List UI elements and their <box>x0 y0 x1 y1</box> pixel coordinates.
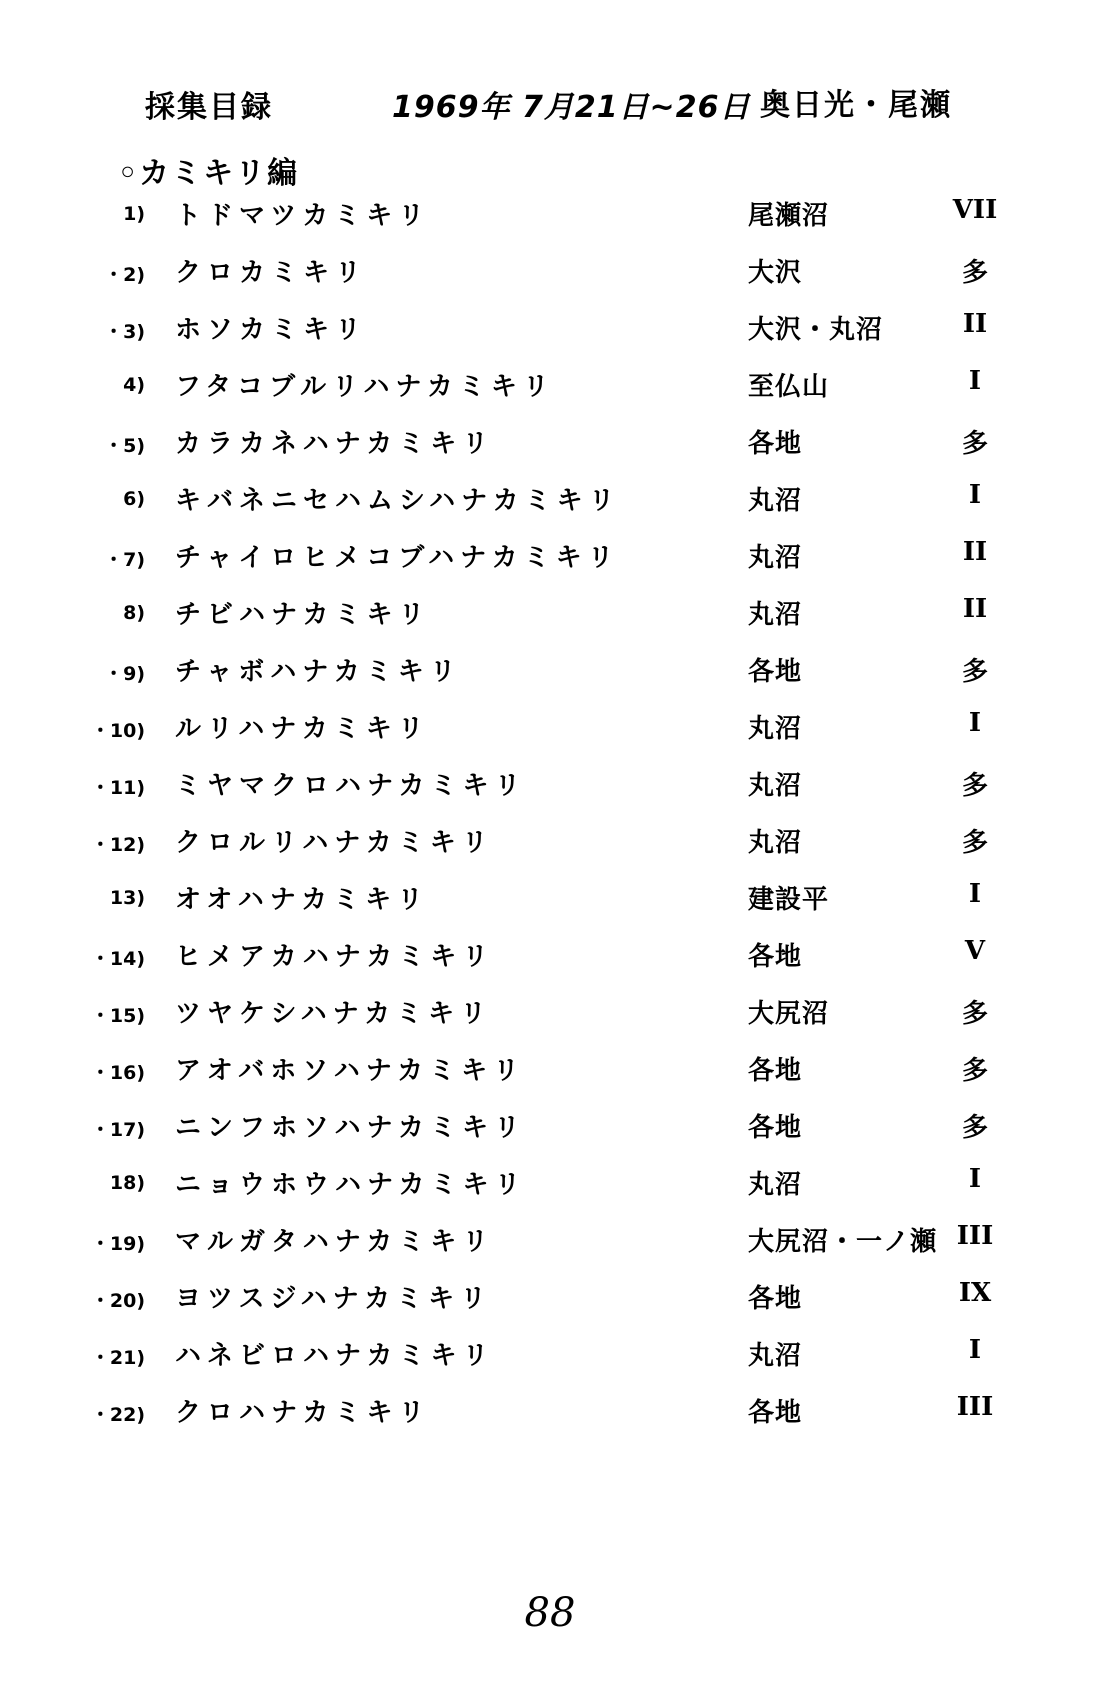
list-item <box>0 820 1100 870</box>
species-name: マルガタハナカミキリ <box>175 1227 495 1257</box>
specimen-count: I <box>968 480 982 510</box>
list-item <box>0 1048 1100 1098</box>
entry-number: ・19) <box>90 1233 145 1255</box>
entry-number: 6) <box>123 488 145 510</box>
collection-location: 尾瀬沼 <box>748 201 830 231</box>
specimen-count: 多 <box>961 771 988 801</box>
list-item <box>0 193 1100 243</box>
species-name: ルリハナカミキリ <box>175 714 430 744</box>
entry-number: ・17) <box>90 1119 145 1141</box>
collection-location: 至仏山 <box>748 372 830 402</box>
species-name: ホソカミキリ <box>175 315 368 345</box>
collection-location: 各地 <box>748 1113 803 1143</box>
collection-location: 丸沼 <box>748 600 803 630</box>
collection-location: 丸沼 <box>748 486 803 516</box>
species-name: ハネビロハナカミキリ <box>175 1341 495 1371</box>
specimen-count: II <box>962 594 988 624</box>
specimen-count: II <box>962 309 988 339</box>
list-item <box>0 934 1100 984</box>
collection-location: 建設平 <box>748 885 830 915</box>
collection-location: 丸沼 <box>748 1170 803 1200</box>
species-name: ニョウホウハナカミキリ <box>175 1170 527 1200</box>
collection-location: 各地 <box>748 1056 803 1086</box>
specimen-count: I <box>968 1335 982 1365</box>
collection-location: 各地 <box>748 657 803 687</box>
species-name: クロルリハナカミキリ <box>175 828 494 858</box>
entry-number: 13) <box>109 887 145 909</box>
list-item <box>0 1333 1100 1383</box>
specimen-count: I <box>968 1164 982 1194</box>
species-name: フタコブルリハナカミキリ <box>175 372 555 402</box>
entry-number: 8) <box>123 602 145 624</box>
collection-location: 丸沼 <box>748 771 803 801</box>
entry-number: ・10) <box>90 720 145 742</box>
collection-location: 丸沼 <box>748 714 803 744</box>
list-item <box>0 535 1100 585</box>
collection-location: 大尻沼 <box>748 999 830 1029</box>
species-name: ミヤマクロハナカミキリ <box>175 771 527 801</box>
header-dates: 1969年 7月21日~26日 <box>392 90 751 125</box>
specimen-count: III <box>956 1221 994 1251</box>
entry-number: ・21) <box>90 1347 145 1369</box>
collection-location: 各地 <box>748 1398 803 1428</box>
list-item <box>0 1276 1100 1326</box>
list-item <box>0 991 1100 1041</box>
specimen-count: III <box>956 1392 994 1422</box>
list-item <box>0 763 1100 813</box>
entry-number: ・16) <box>90 1062 145 1084</box>
specimen-count: I <box>968 366 982 396</box>
species-name: カラカネハナカミキリ <box>175 429 495 459</box>
species-name: ヒメアカハナカミキリ <box>175 942 495 972</box>
collection-location: 各地 <box>748 942 803 972</box>
entry-number: ・12) <box>90 834 145 856</box>
collection-location: 各地 <box>748 429 803 459</box>
list-item <box>0 478 1100 528</box>
entry-number: ・11) <box>90 777 145 799</box>
specimen-count: 多 <box>961 657 988 687</box>
species-name: アオバホソハナカミキリ <box>175 1056 526 1086</box>
entry-number: ・2) <box>104 264 145 286</box>
collection-location: 丸沼 <box>748 543 803 573</box>
entry-number: 4) <box>123 374 145 396</box>
specimen-count: 多 <box>961 828 988 858</box>
collection-location: 大沢・丸沼 <box>748 315 884 345</box>
specimen-count: 多 <box>961 1056 988 1086</box>
species-name: オオハナカミキリ <box>175 885 430 915</box>
specimen-count: 多 <box>961 258 988 288</box>
page-number: 88 <box>524 1590 576 1636</box>
entry-number: ・7) <box>104 549 145 571</box>
species-name: ニンフホソハナカミキリ <box>175 1113 526 1143</box>
list-item <box>0 1105 1100 1155</box>
specimen-count: IX <box>958 1278 992 1308</box>
species-name: チビハナカミキリ <box>175 600 431 630</box>
list-item <box>0 649 1100 699</box>
specimen-count: 多 <box>961 999 988 1029</box>
list-item <box>0 250 1100 300</box>
section-title: ◦カミキリ編 <box>118 156 300 191</box>
collection-location: 丸沼 <box>748 828 803 858</box>
species-name: ツヤケシハナカミキリ <box>175 999 493 1029</box>
species-name: ヨツスジハナカミキリ <box>175 1284 493 1314</box>
entry-number: ・22) <box>90 1404 145 1426</box>
specimen-count: I <box>968 879 982 909</box>
species-name: チャイロヒメコブハナカミキリ <box>175 543 620 573</box>
collection-location: 各地 <box>748 1284 803 1314</box>
entry-number: ・15) <box>90 1005 145 1027</box>
specimen-count: 多 <box>961 1113 988 1143</box>
list-item <box>0 1219 1100 1269</box>
species-name: キバネニセハムシハナカミキリ <box>175 486 621 516</box>
species-name: チャボハナカミキリ <box>175 657 462 687</box>
list-item <box>0 364 1100 414</box>
species-name: クロハナカミキリ <box>175 1398 431 1428</box>
entry-number: 18) <box>109 1172 145 1194</box>
collection-location: 大沢 <box>748 258 803 288</box>
species-name: クロカミキリ <box>175 258 368 288</box>
specimen-count: V <box>964 936 986 966</box>
list-item <box>0 592 1100 642</box>
header-title: 採集目録 <box>145 90 273 125</box>
specimen-count: I <box>968 708 982 738</box>
collection-location: 丸沼 <box>748 1341 803 1371</box>
entry-number: ・14) <box>90 948 145 970</box>
specimen-count: II <box>962 537 988 567</box>
entry-number: ・9) <box>104 663 145 685</box>
entry-number: 1) <box>123 203 145 225</box>
list-item <box>0 1390 1100 1440</box>
entry-number: ・5) <box>104 435 145 457</box>
specimen-count: VII <box>952 195 998 225</box>
collection-location: 大尻沼・一ノ瀬 <box>748 1227 938 1257</box>
list-item <box>0 1162 1100 1212</box>
list-item <box>0 706 1100 756</box>
specimen-count: 多 <box>961 429 988 459</box>
list-item <box>0 307 1100 357</box>
species-name: トドマツカミキリ <box>175 201 431 231</box>
list-item <box>0 421 1100 471</box>
list-item <box>0 877 1100 927</box>
entry-number: ・3) <box>104 321 145 343</box>
entry-number: ・20) <box>90 1290 145 1312</box>
header-location: 奥日光・尾瀬 <box>760 88 952 123</box>
